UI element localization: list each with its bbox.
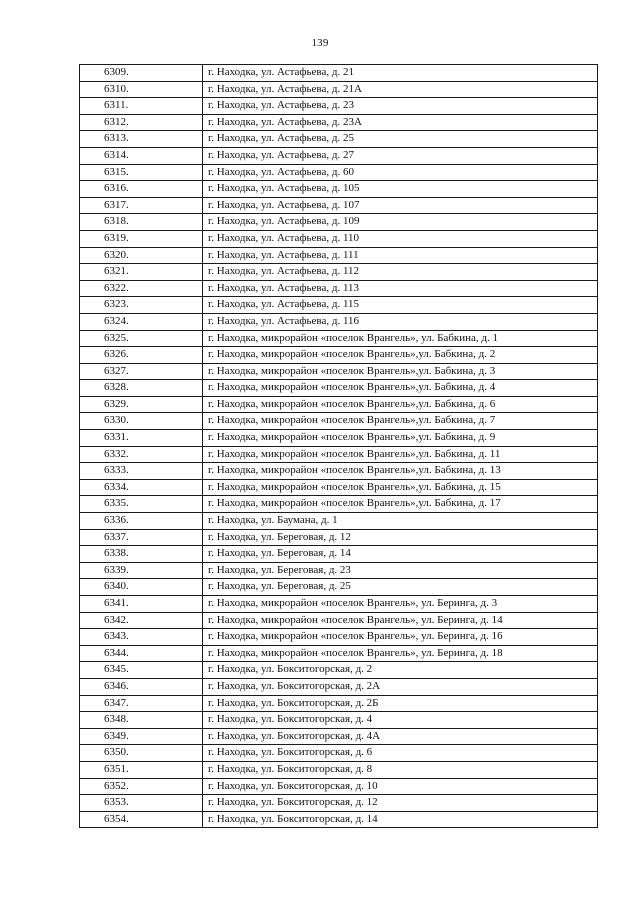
table-row [80,230,598,247]
address-cell: г. Находка, ул. Береговая, д. 23 [203,562,598,579]
row-number-cell: 6323. [80,297,203,314]
table-row [80,147,598,164]
row-number-cell: 6343. [80,629,203,646]
row-number-cell: 6309. [80,65,203,82]
table-row [80,728,598,745]
row-number-cell: 6341. [80,596,203,613]
address-cell: г. Находка, ул. Береговая, д. 14 [203,546,598,563]
table-row [80,546,598,563]
address-cell: г. Находка, микрорайон «поселок Врангель»,ул. Бабкина, д. 17 [203,496,598,513]
row-number-cell: 6348. [80,712,203,729]
row-number-cell: 6326. [80,347,203,364]
table-row [80,596,598,613]
row-number-cell: 6351. [80,761,203,778]
address-cell: г. Находка, ул. Астафьева, д. 21 [203,65,598,82]
table-row [80,795,598,812]
table-row [80,811,598,828]
address-cell: г. Находка, ул. Бокситогорская, д. 2А [203,678,598,695]
row-number-cell: 6322. [80,280,203,297]
row-number-cell: 6342. [80,612,203,629]
row-number-cell: 6313. [80,131,203,148]
address-cell: г. Находка, ул. Астафьева, д. 105 [203,181,598,198]
row-number-cell: 6314. [80,147,203,164]
address-cell: г. Находка, микрорайон «поселок Врангель», ул. Беринга, д. 16 [203,629,598,646]
address-table [79,64,598,828]
row-number-cell: 6354. [80,811,203,828]
address-cell: г. Находка, ул. Астафьева, д. 25 [203,131,598,148]
row-number-cell: 6353. [80,795,203,812]
table-row [80,81,598,98]
address-cell: г. Находка, микрорайон «поселок Врангель»,ул. Бабкина, д. 15 [203,479,598,496]
table-row [80,214,598,231]
table-row [80,678,598,695]
table-row [80,446,598,463]
table-row [80,695,598,712]
address-cell: г. Находка, ул. Бокситогорская, д. 10 [203,778,598,795]
row-number-cell: 6350. [80,745,203,762]
table-row [80,529,598,546]
table-row [80,164,598,181]
row-number-cell: 6349. [80,728,203,745]
address-cell: г. Находка, микрорайон «поселок Врангель»,ул. Бабкина, д. 6 [203,396,598,413]
address-cell: г. Находка, ул. Баумана, д. 1 [203,513,598,530]
table-row [80,479,598,496]
table-row [80,297,598,314]
row-number-cell: 6338. [80,546,203,563]
address-cell: г. Находка, ул. Бокситогорская, д. 14 [203,811,598,828]
row-number-cell: 6339. [80,562,203,579]
table-row [80,761,598,778]
address-cell: г. Находка, ул. Астафьева, д. 116 [203,313,598,330]
table-row [80,181,598,198]
row-number-cell: 6321. [80,264,203,281]
address-cell: г. Находка, микрорайон «поселок Врангель»,ул. Бабкина, д. 13 [203,463,598,480]
address-cell: г. Находка, ул. Астафьева, д. 23А [203,114,598,131]
row-number-cell: 6317. [80,197,203,214]
address-cell: г. Находка, ул. Астафьева, д. 112 [203,264,598,281]
address-cell: г. Находка, ул. Бокситогорская, д. 2Б [203,695,598,712]
row-number-cell: 6332. [80,446,203,463]
table-row [80,396,598,413]
table-row [80,463,598,480]
table-row [80,313,598,330]
row-number-cell: 6347. [80,695,203,712]
table-row [80,264,598,281]
row-number-cell: 6318. [80,214,203,231]
address-cell: г. Находка, ул. Бокситогорская, д. 12 [203,795,598,812]
row-number-cell: 6337. [80,529,203,546]
table-row [80,778,598,795]
table-row [80,363,598,380]
address-cell: г. Находка, ул. Бокситогорская, д. 8 [203,761,598,778]
row-number-cell: 6335. [80,496,203,513]
row-number-cell: 6310. [80,81,203,98]
address-cell: г. Находка, ул. Астафьева, д. 27 [203,147,598,164]
address-cell: г. Находка, микрорайон «поселок Врангель»,ул. Бабкина, д. 2 [203,347,598,364]
table-row [80,562,598,579]
table-row [80,413,598,430]
table-row [80,513,598,530]
row-number-cell: 6324. [80,313,203,330]
address-cell: г. Находка, ул. Береговая, д. 25 [203,579,598,596]
address-cell: г. Находка, микрорайон «поселок Врангель», ул. Беринга, д. 3 [203,596,598,613]
row-number-cell: 6331. [80,430,203,447]
table-row [80,496,598,513]
row-number-cell: 6329. [80,396,203,413]
row-number-cell: 6346. [80,678,203,695]
table-row [80,380,598,397]
row-number-cell: 6311. [80,98,203,115]
row-number-cell: 6333. [80,463,203,480]
table-row [80,662,598,679]
row-number-cell: 6316. [80,181,203,198]
row-number-cell: 6340. [80,579,203,596]
table-row [80,197,598,214]
row-number-cell: 6344. [80,645,203,662]
address-cell: г. Находка, микрорайон «поселок Врангель»,ул. Бабкина, д. 11 [203,446,598,463]
address-cell: г. Находка, микрорайон «поселок Врангель», ул. Беринга, д. 14 [203,612,598,629]
address-cell: г. Находка, ул. Астафьева, д. 115 [203,297,598,314]
row-number-cell: 6352. [80,778,203,795]
row-number-cell: 6345. [80,662,203,679]
row-number-cell: 6319. [80,230,203,247]
address-cell: г. Находка, ул. Астафьева, д. 21А [203,81,598,98]
address-cell: г. Находка, ул. Астафьева, д. 113 [203,280,598,297]
table-row [80,247,598,264]
address-cell: г. Находка, микрорайон «поселок Врангель», ул. Бабкина, д. 1 [203,330,598,347]
address-cell: г. Находка, ул. Бокситогорская, д. 4 [203,712,598,729]
address-cell: г. Находка, ул. Бокситогорская, д. 4А [203,728,598,745]
address-cell: г. Находка, ул. Астафьева, д. 23 [203,98,598,115]
table-row [80,131,598,148]
row-number-cell: 6312. [80,114,203,131]
row-number-cell: 6315. [80,164,203,181]
address-cell: г. Находка, ул. Астафьева, д. 60 [203,164,598,181]
address-cell: г. Находка, ул. Астафьева, д. 111 [203,247,598,264]
table-row [80,347,598,364]
address-cell: г. Находка, микрорайон «поселок Врангель», ул. Беринга, д. 18 [203,645,598,662]
table-row [80,98,598,115]
address-table-body [80,65,598,828]
table-row [80,745,598,762]
row-number-cell: 6330. [80,413,203,430]
address-cell: г. Находка, ул. Астафьева, д. 110 [203,230,598,247]
table-row [80,629,598,646]
row-number-cell: 6328. [80,380,203,397]
address-cell: г. Находка, ул. Бокситогорская, д. 2 [203,662,598,679]
address-cell: г. Находка, микрорайон «поселок Врангель»,ул. Бабкина, д. 4 [203,380,598,397]
address-cell: г. Находка, ул. Бокситогорская, д. 6 [203,745,598,762]
row-number-cell: 6325. [80,330,203,347]
table-row [80,430,598,447]
address-cell: г. Находка, ул. Астафьева, д. 109 [203,214,598,231]
table-row [80,65,598,82]
address-cell: г. Находка, ул. Береговая, д. 12 [203,529,598,546]
table-row [80,712,598,729]
row-number-cell: 6336. [80,513,203,530]
address-cell: г. Находка, ул. Астафьева, д. 107 [203,197,598,214]
table-row [80,579,598,596]
page-number: 139 [311,37,329,49]
row-number-cell: 6327. [80,363,203,380]
address-cell: г. Находка, микрорайон «поселок Врангель»,ул. Бабкина, д. 9 [203,430,598,447]
address-cell: г. Находка, микрорайон «поселок Врангель»,ул. Бабкина, д. 3 [203,363,598,380]
row-number-cell: 6334. [80,479,203,496]
table-row [80,114,598,131]
row-number-cell: 6320. [80,247,203,264]
table-row [80,330,598,347]
table-row [80,645,598,662]
table-row [80,280,598,297]
table-row [80,612,598,629]
address-cell: г. Находка, микрорайон «поселок Врангель»,ул. Бабкина, д. 7 [203,413,598,430]
